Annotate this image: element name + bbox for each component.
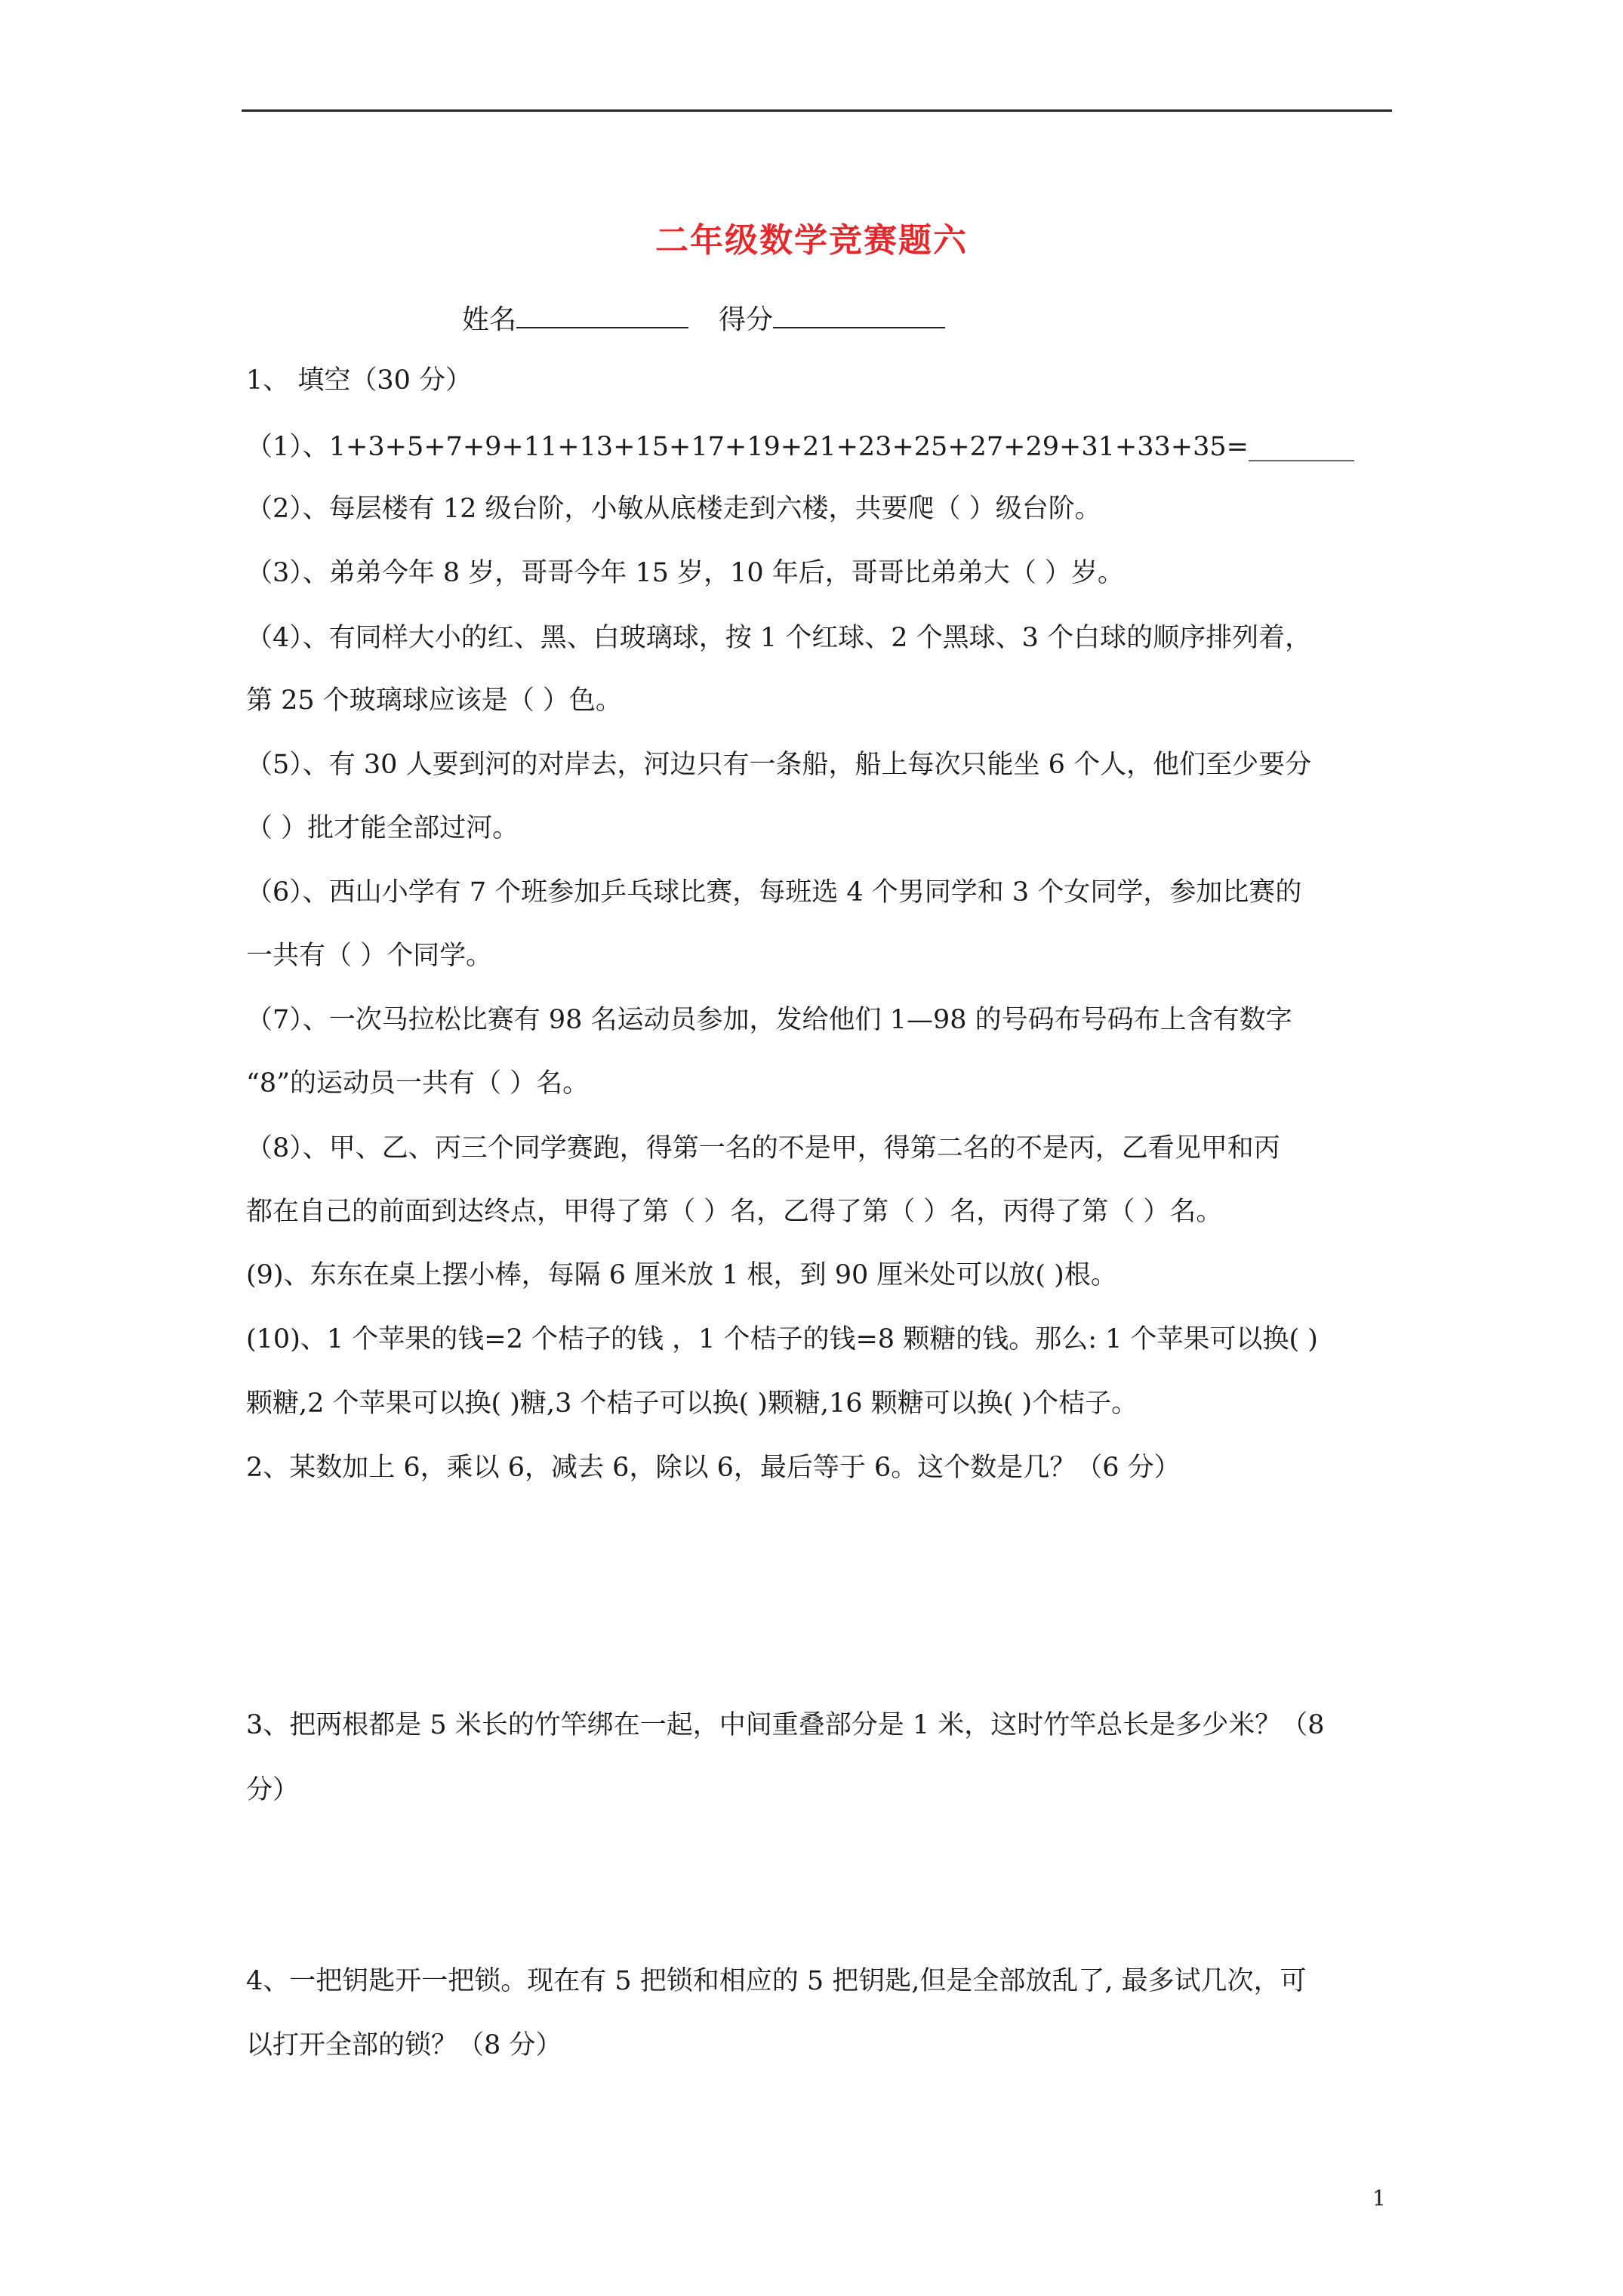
- question-1-10-line-1: (10)、1 个苹果的钱=2 个桔子的钱 ，1 个桔子的钱=8 颗糖的钱。那么: 1 个苹果可以换( ): [246, 1324, 1318, 1354]
- question-1-7-line-2: “8”的运动员一共有（ ）名。: [246, 1068, 590, 1099]
- question-2: 2、某数加上 6，乘以 6，减去 6，除以 6，最后等于 6。这个数是几？（6 分）: [246, 1453, 1181, 1483]
- header-rule: [242, 109, 1392, 112]
- student-info-row: [462, 298, 975, 337]
- question-1-2: （2）、每层楼有 12 级台阶，小敏从底楼走到六楼，共要爬（ ）级台阶。: [246, 494, 1101, 524]
- question-4-line-2: 以打开全部的锁？（8 分）: [246, 2030, 562, 2060]
- question-1-4-line-2: 第 25 个玻璃球应该是（ ）色。: [246, 686, 622, 716]
- question-1-10-line-2: 颗糖,2 个苹果可以换( )糖,3 个桔子可以换( )颗糖,16 颗糖可以换( )个桔子。: [246, 1388, 1138, 1419]
- question-1-3: （3）、弟弟今年 8 岁，哥哥今年 15 岁，10 年后，哥哥比弟弟大（ ）岁。: [246, 558, 1124, 588]
- question-1-4-line-1: （4）、有同样大小的红、黑、白玻璃球，按 1 个红球、2 个黑球、3 个白球的顺序排列着，: [246, 623, 1312, 653]
- name-label: 姓名: [462, 304, 517, 335]
- question-1-8-line-1: （8）、甲、乙、丙三个同学赛跑，得第一名的不是甲，得第二名的不是丙，乙看见甲和丙: [246, 1133, 1280, 1163]
- question-3-line-1: 3、把两根都是 5 米长的竹竿绑在一起，中间重叠部分是 1 米，这时竹竿总长是多少米？（8: [246, 1710, 1325, 1740]
- question-1-8-line-2: 都在自己的前面到达终点，甲得了第（ ）名，乙得了第（ ）名，丙得了第（ ）名。: [246, 1197, 1223, 1227]
- score-blank: [773, 300, 945, 328]
- question-1-7-line-1: （7）、一次马拉松比赛有 98 名运动员参加，发给他们 1—98 的号码布号码布上含有数字: [246, 1005, 1292, 1035]
- page-number: 1: [1372, 2186, 1386, 2211]
- question-1-5-line-2: （ ）批才能全部过河。: [246, 813, 519, 843]
- question-1-9: (9)、东东在桌上摆小棒，每隔 6 厘米放 1 根，到 90 厘米处可以放( )根。: [246, 1260, 1117, 1290]
- question-1-1: （1）、1+3+5+7+9+11+13+15+17+19+21+23+25+27+29+31+33+35=________: [246, 432, 1354, 462]
- name-blank: [516, 300, 688, 328]
- question-1-6-line-2: 一共有（ ）个同学。: [246, 941, 493, 971]
- question-1-5-line-1: （5）、有 30 人要到河的对岸去，河边只有一条船，船上每次只能坐 6 个人，他们至少要分: [246, 750, 1312, 780]
- question-1-6-line-1: （6）、西山小学有 7 个班参加乒乓球比赛，每班选 4 个男同学和 3 个女同学，参加比赛的: [246, 877, 1302, 908]
- page-title: 二年级数学竞赛题六: [655, 221, 968, 260]
- score-label: 得分: [719, 304, 774, 335]
- section-1-heading: 1、 填空（30 分）: [246, 365, 473, 396]
- question-3-line-2: 分）: [246, 1775, 300, 1805]
- question-4-line-1: 4、一把钥匙开一把锁。现在有 5 把锁和相应的 5 把钥匙,但是全部放乱了, 最多试几次，可: [246, 1966, 1307, 1996]
